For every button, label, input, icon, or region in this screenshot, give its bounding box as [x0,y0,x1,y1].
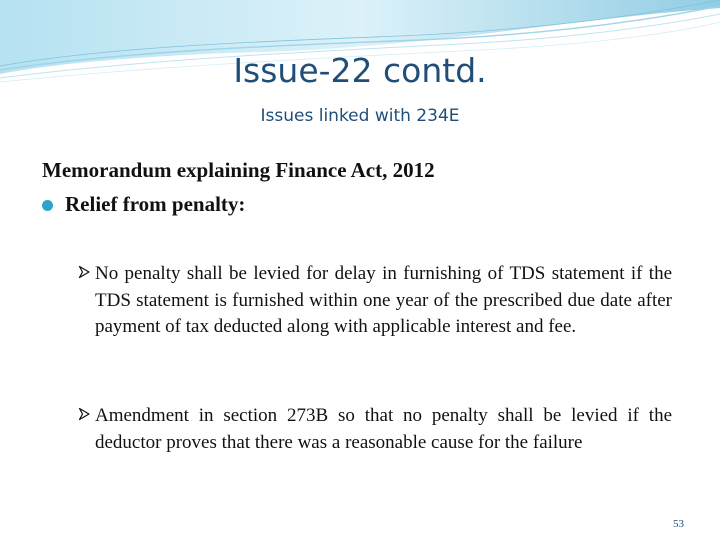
sub-point-2 [78,403,672,456]
arrow-bullet-icon [78,261,95,341]
page-number: 53 [673,518,684,530]
bullet-item [42,192,245,217]
slide-title: Issue-22 contd. [233,51,487,90]
bullet-label: Relief from penalty: [65,192,246,216]
arrow-bullet-icon [78,403,95,456]
bullet-dot-icon [42,200,53,211]
sub-point-text: Amendment in section 273B so that no penalty shall be levied if the deductor proves that there was a reasonable cause for the failure [95,405,672,453]
section-heading: Memorandum explaining Finance Act, 2012 [42,158,435,182]
sub-point-text: No penalty shall be levied for delay in furnishing of TDS statement if the TDS statement is furnished within one year of the prescribed due date after payment of tax deducted along with applicable interest and fee. [95,263,672,337]
slide-subtitle: Issues linked with 234E [260,106,460,126]
sub-point-1 [78,261,672,341]
